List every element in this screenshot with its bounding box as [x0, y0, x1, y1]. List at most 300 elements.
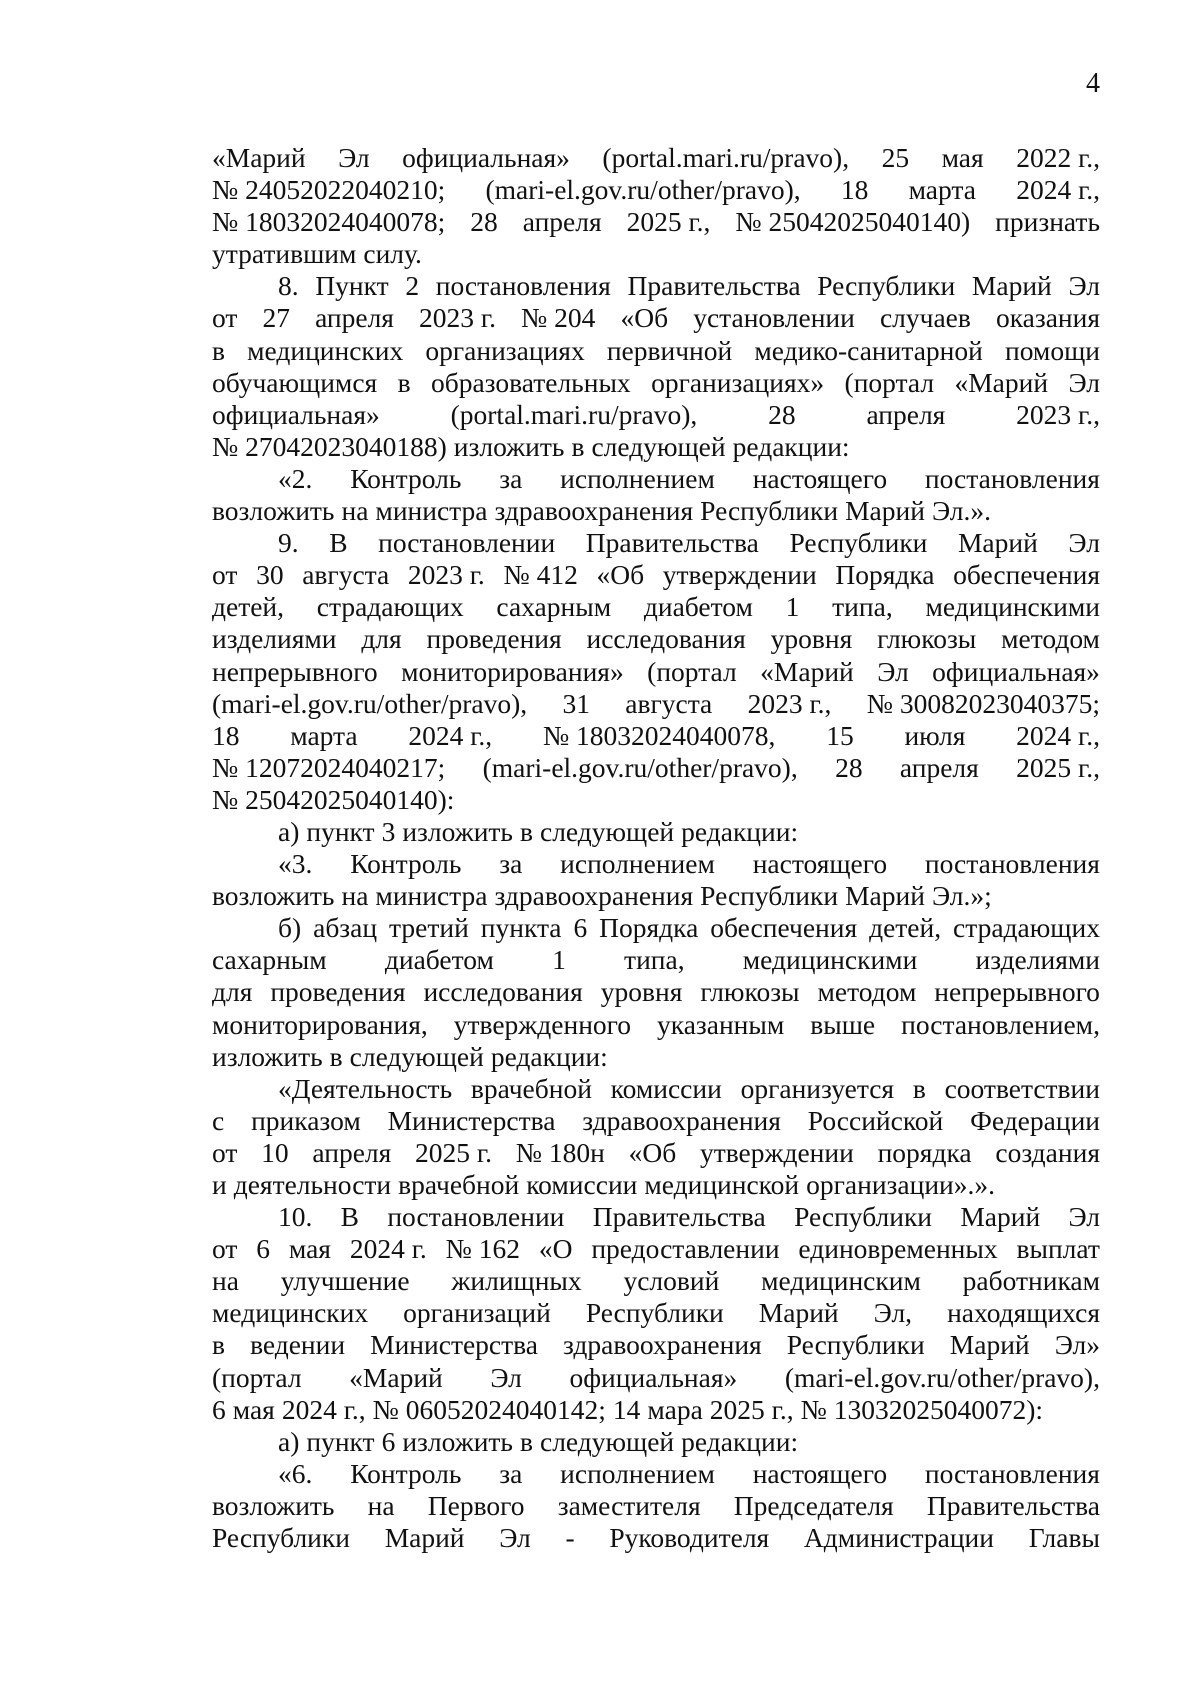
word: постановления [435, 270, 611, 302]
word: комиссии [526, 1169, 638, 1200]
text-line [212, 174, 1100, 206]
word: министра [375, 495, 488, 527]
text-line [212, 1169, 1100, 1201]
text-line [212, 1041, 1100, 1073]
word: Эл [1068, 527, 1100, 559]
word: обеспечения [953, 559, 1100, 591]
word: Порядка [599, 912, 699, 944]
word: третий [389, 912, 469, 944]
word: «Об [628, 1136, 677, 1168]
word: (mari-el.gov.ru/other/pravo), [485, 174, 801, 206]
text-line [212, 559, 1100, 591]
word: абзац [313, 912, 378, 944]
word: случаев [879, 302, 971, 334]
word: соответствии [944, 1072, 1100, 1104]
word: Председателя [733, 1489, 894, 1521]
text-line [212, 399, 1100, 431]
word: от [212, 1233, 238, 1265]
word: № 204 [521, 302, 596, 334]
text-line [212, 1329, 1100, 1361]
word: условий [623, 1265, 720, 1297]
word: Руководителя [609, 1522, 770, 1554]
word: работникам [962, 1265, 1100, 1297]
word: медико-санитарной [754, 334, 983, 366]
word: № 18032024040078; [212, 206, 446, 238]
word: создания [995, 1136, 1100, 1168]
word: обеспечения [710, 912, 858, 944]
word: Эл.». [931, 495, 991, 527]
word: за [499, 1457, 523, 1489]
word: медицинских [247, 334, 404, 366]
text-line [212, 495, 1100, 527]
word: 6 [212, 1393, 226, 1425]
word: б) [278, 912, 302, 944]
word: 28 [470, 206, 498, 238]
text-line [212, 1073, 1100, 1105]
word: апреля [522, 206, 602, 238]
text-line [212, 270, 1100, 302]
word: 6 [381, 1425, 396, 1457]
word: образовательных [430, 366, 631, 398]
word: силу. [363, 238, 422, 270]
text-line [212, 752, 1100, 784]
word: организуется [740, 1072, 895, 1104]
word: организациях» [651, 366, 825, 398]
word: (портал [212, 1361, 302, 1393]
word: помощи [1004, 334, 1100, 366]
word: Эл, [873, 1297, 913, 1329]
word: медицинскими [742, 944, 918, 976]
word: № 12072024040217; [212, 751, 446, 783]
word: 2024 г., [1016, 719, 1100, 751]
word: медицинскими [925, 591, 1100, 623]
word: 25 [881, 142, 910, 173]
text-line [212, 848, 1100, 880]
word: изделиями [212, 623, 337, 655]
word: «Об [620, 302, 669, 334]
word: Марий [960, 1201, 1041, 1233]
word: Первого [427, 1489, 525, 1521]
word: 2025 г. [415, 1136, 492, 1168]
word: (mari-el.gov.ru/other/pravo), [784, 1361, 1100, 1393]
word: сахарным [496, 591, 612, 623]
word: Пункт [315, 270, 389, 302]
word: официальная» [212, 398, 380, 430]
word: в [912, 1072, 926, 1104]
word: исследования [586, 623, 746, 655]
word: в [519, 1425, 533, 1457]
word: 2 [405, 270, 420, 302]
text-line [212, 912, 1100, 944]
word: апреля [315, 302, 394, 334]
word: 2025 г., [626, 206, 711, 238]
word: детей, [869, 912, 942, 944]
word: «Марий [760, 655, 854, 687]
word: настоящего [752, 1457, 888, 1489]
word: методом [1001, 623, 1100, 655]
text-line [212, 1394, 1100, 1426]
word: апреля [312, 1136, 392, 1168]
word: официальная» [569, 1361, 738, 1393]
word: 3 [381, 815, 396, 847]
word: Марий [949, 1329, 1030, 1361]
text-line [212, 431, 1100, 463]
word: признать [995, 206, 1100, 238]
word: и [212, 1169, 227, 1200]
text-line [212, 1201, 1100, 1233]
word: следующей [591, 430, 726, 462]
word: настоящего [752, 848, 888, 880]
word: № 25042025040140): [212, 783, 455, 815]
word: Республики [700, 495, 839, 527]
text-line [212, 1362, 1100, 1394]
text-line [212, 335, 1100, 367]
word: Эл [490, 1361, 522, 1393]
word: первичной [606, 334, 733, 366]
text-line [212, 591, 1100, 623]
word: 14 [612, 1393, 641, 1425]
word: типа, [624, 944, 685, 976]
word: заместителя [557, 1489, 701, 1521]
word: Республики [794, 1201, 933, 1233]
word: 6 [256, 1233, 271, 1265]
word: непрерывного [212, 655, 378, 687]
text-line [212, 1233, 1100, 1265]
word: деятельности [233, 1169, 392, 1200]
word: пункта [480, 912, 562, 944]
page-number: 4 [1086, 68, 1100, 99]
text-line [212, 720, 1100, 752]
word: медицинских [212, 1297, 369, 1329]
word: за [499, 462, 523, 494]
word: 18 [212, 719, 240, 751]
word: апреля [899, 751, 979, 783]
word: исполнением [560, 1457, 715, 1489]
word: настоящего [752, 462, 888, 494]
word: здравоохранения [494, 880, 694, 912]
word: глюкозы [700, 976, 800, 1008]
word: Эл [338, 142, 370, 173]
word: 28 [835, 751, 863, 783]
word: изделиями [975, 944, 1100, 976]
word: Марий [384, 1522, 465, 1554]
word: постановлении [378, 527, 556, 559]
text-line [212, 1137, 1100, 1169]
word: Контроль [350, 462, 462, 494]
word: страдающих [316, 591, 464, 623]
word: редакции: [490, 1040, 608, 1072]
word: предоставлении [591, 1233, 780, 1265]
text-line [212, 302, 1100, 334]
word: от [212, 1136, 238, 1168]
word: утвержденного [453, 1008, 632, 1040]
word: от [212, 302, 238, 334]
word: в [397, 366, 411, 398]
word: (mari-el.gov.ru/other/pravo), [212, 687, 528, 719]
word: указанным [657, 1008, 785, 1040]
word: утверждении [699, 1136, 854, 1168]
word: комиссии [610, 1072, 722, 1104]
word: Главы [1028, 1522, 1100, 1554]
word: (портал [647, 655, 737, 687]
word: марта [908, 174, 976, 206]
text-line [212, 1490, 1100, 1522]
word: 2022 г., [1016, 142, 1100, 173]
text-line [212, 688, 1100, 720]
word: медицинской [644, 1169, 800, 1200]
word: 30 [256, 559, 284, 591]
word: 6 [573, 912, 588, 944]
word: следующей [349, 1040, 484, 1072]
word: 10. [278, 1201, 313, 1233]
word: пункт [306, 815, 375, 847]
word: 9. [278, 527, 299, 559]
word: 31 [562, 687, 590, 719]
word: улучшение [280, 1265, 410, 1297]
word: выше [810, 1008, 876, 1040]
word: «Марий [212, 142, 306, 173]
word: «Деятельность [278, 1072, 453, 1104]
word: Эл [1068, 366, 1100, 398]
word: возложить [212, 880, 335, 912]
word: Республики [817, 270, 956, 302]
word: редакции: [732, 430, 850, 462]
word: находящихся [947, 1297, 1100, 1329]
word: здравоохранения [563, 1329, 762, 1361]
word: министра [375, 880, 488, 912]
word: редакции: [681, 815, 799, 847]
text-line [212, 527, 1100, 559]
word: проведения [270, 976, 406, 1008]
word: Порядка [835, 559, 935, 591]
word: 2024 г., [1016, 174, 1100, 206]
word: 8. [278, 270, 299, 302]
word: а) [278, 1425, 300, 1457]
word: Эл [1068, 270, 1100, 302]
word: № 180н [515, 1136, 605, 1168]
word: для [212, 976, 253, 1008]
word: исполнением [560, 848, 715, 880]
word: от [212, 559, 238, 591]
word: организации».». [806, 1169, 996, 1200]
word: редакции: [681, 1425, 799, 1457]
word: Министерства [370, 1329, 538, 1361]
word: постановления [924, 1457, 1100, 1489]
text-line [212, 976, 1100, 1008]
word: Правительства [585, 527, 759, 559]
word: в [329, 1040, 343, 1072]
word: типа, [832, 591, 893, 623]
word: на [341, 495, 369, 527]
word: 10 [261, 1136, 289, 1168]
text-line [212, 1297, 1100, 1329]
word: 2024 г., [281, 1393, 366, 1425]
text-line [212, 816, 1100, 848]
word: с [212, 1104, 225, 1136]
word: диабетом [384, 944, 494, 976]
word: а) [278, 815, 300, 847]
word: № 25042025040140) [735, 206, 971, 238]
text-line [212, 784, 1100, 816]
text-line [212, 623, 1100, 655]
word: 28 [768, 398, 796, 430]
word: методом [817, 976, 917, 1008]
word: официальная» [402, 142, 570, 173]
word: ведении [250, 1329, 346, 1361]
word: Эл [1068, 1201, 1100, 1233]
word: «6. [278, 1457, 313, 1489]
word: 27 [262, 302, 290, 334]
word: здравоохранения [582, 1104, 781, 1136]
word: утверждении [662, 559, 817, 591]
word: 2025 г., [1016, 751, 1100, 783]
word: 1 [552, 944, 566, 976]
word: постановлении [387, 1201, 565, 1233]
word: 2024 г. [349, 1233, 427, 1265]
word: оказания [995, 302, 1100, 334]
word: уровня [770, 623, 853, 655]
word: порядка [877, 1136, 972, 1168]
word: Эл.»; [931, 880, 992, 912]
word: Республики [585, 1297, 724, 1329]
word: В [340, 1201, 360, 1233]
text-line [212, 880, 1100, 912]
text-line [212, 1105, 1100, 1137]
word: Контроль [350, 848, 462, 880]
word: изложить [402, 815, 513, 847]
text-line [212, 1426, 1100, 1458]
word: официальная» [932, 655, 1100, 687]
word: 2024 г., [408, 719, 493, 751]
text-line [212, 1522, 1100, 1554]
word: (portal.mari.ru/pravo), [450, 398, 698, 430]
word: на [212, 1265, 239, 1297]
word: марта [290, 719, 358, 751]
word: 2023 г., [747, 687, 832, 719]
word: № 412 [503, 559, 578, 591]
word: «3. [278, 848, 313, 880]
word: установлении [693, 302, 855, 334]
word: Эл» [1054, 1329, 1100, 1361]
word: детей, [212, 591, 285, 623]
word: «Марий [349, 1361, 443, 1393]
word: Контроль [350, 1457, 462, 1489]
word: № 06052024040142; [372, 1393, 606, 1425]
text-line [212, 1265, 1100, 1297]
word: июля [904, 719, 966, 751]
word: диабетом [643, 591, 753, 623]
word: мониторирования, [212, 1008, 428, 1040]
word: № 162 [445, 1233, 520, 1265]
word: возложить [212, 495, 335, 527]
word: единовременных [798, 1233, 998, 1265]
text-line [212, 206, 1100, 238]
word: врачебной [398, 1169, 520, 1200]
word: мая [941, 142, 984, 173]
text-line [212, 1458, 1100, 1490]
word: Федерации [970, 1104, 1100, 1136]
word: изложить [212, 1040, 323, 1072]
word: Республики [786, 1329, 925, 1361]
word: «Об [596, 559, 645, 591]
word: № 13032025040072): [800, 1393, 1044, 1425]
word: возложить [212, 1489, 335, 1521]
word: следующей [539, 1425, 675, 1457]
word: за [499, 848, 523, 880]
word: сахарным [212, 944, 327, 976]
word: на [341, 880, 369, 912]
word: Эл [499, 1522, 531, 1554]
word: следующей [539, 815, 675, 847]
word: в [212, 1329, 225, 1361]
word: приказом [251, 1104, 361, 1136]
word: Марий [957, 527, 1038, 559]
word: в [571, 430, 585, 462]
word: Республики [789, 527, 928, 559]
word: Правительства [926, 1489, 1100, 1521]
word: обучающимся [212, 366, 378, 398]
word: жилищных [451, 1265, 582, 1297]
word: постановлением, [901, 1008, 1100, 1040]
word: 2025 г., [709, 1393, 794, 1425]
word: уровня [600, 976, 683, 1008]
word: медицинским [761, 1265, 921, 1297]
word: исследования [423, 976, 583, 1008]
text-line [212, 1009, 1100, 1041]
word: страдающих [953, 912, 1100, 944]
word: Эл [877, 655, 909, 687]
word: Правительства [592, 1201, 766, 1233]
word: (mari-el.gov.ru/other/pravo), [482, 751, 798, 783]
word: изложить [402, 1425, 513, 1457]
word: мая [288, 1233, 331, 1265]
document-body [212, 142, 1100, 1554]
word: изложить [453, 430, 565, 462]
word: - [565, 1522, 575, 1554]
text-line [212, 367, 1100, 399]
word: Республики [700, 880, 839, 912]
word: Марий [971, 270, 1052, 302]
word: мара [647, 1393, 703, 1425]
word: Марий [758, 1297, 839, 1329]
word: 15 [826, 719, 854, 751]
word: здравоохранения [494, 495, 694, 527]
word: глюкозы [877, 623, 977, 655]
word: «2. [278, 462, 313, 494]
word: Республики [212, 1522, 350, 1554]
word: Российской [807, 1104, 944, 1136]
word: организациях [425, 334, 585, 366]
word: (портал [844, 366, 935, 398]
text-line [212, 463, 1100, 495]
word: постановления [924, 462, 1100, 494]
word: 2023 г. [419, 302, 496, 334]
word: в [519, 815, 533, 847]
text-line [212, 238, 1100, 270]
word: на [367, 1489, 395, 1521]
word: организаций [403, 1297, 551, 1329]
word: № 27042023040188) [212, 430, 447, 462]
word: (portal.mari.ru/pravo), [602, 142, 850, 173]
word: утратившим [212, 238, 357, 270]
word: 2023 г. [407, 559, 485, 591]
word: Марий [845, 880, 925, 912]
word: № 18032024040078, [542, 719, 776, 751]
word: мая [232, 1393, 275, 1425]
word: непрерывного [934, 976, 1100, 1008]
word: Марий [845, 495, 925, 527]
text-line [212, 944, 1100, 976]
